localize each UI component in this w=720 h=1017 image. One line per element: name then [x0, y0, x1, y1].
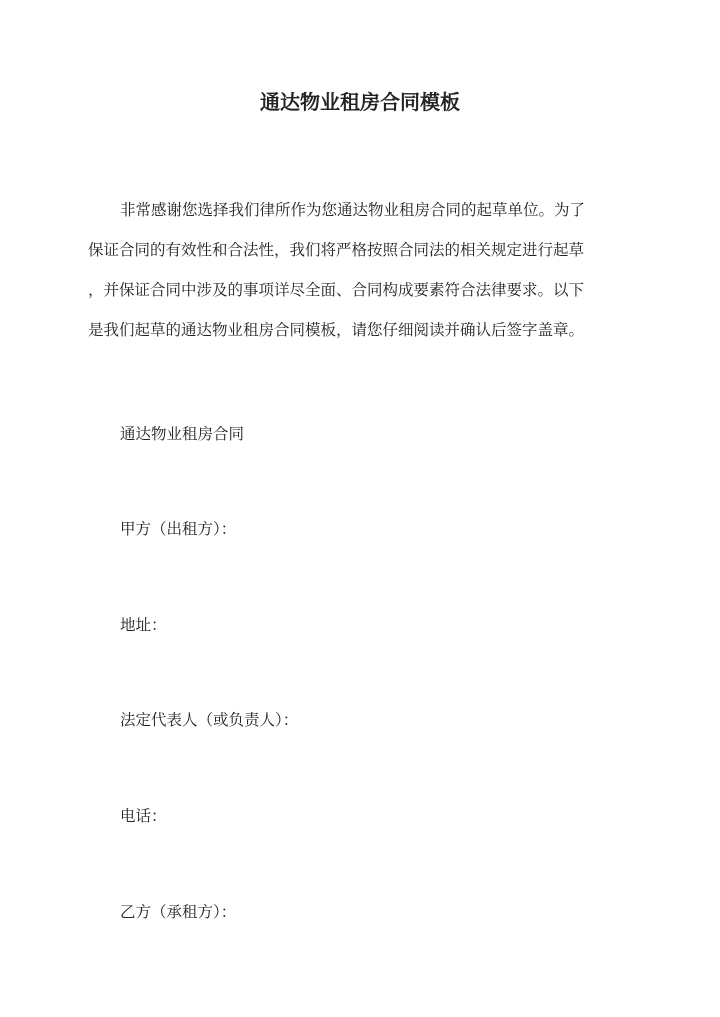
- intro-line-2: 保证合同的有效性和合法性，我们将严格按照合同法的相关规定进行起草: [88, 241, 585, 259]
- address-label: 地址：: [120, 616, 167, 634]
- document-title: 通达物业租房合同模板: [260, 90, 460, 114]
- intro-line-1: 非常感谢您选择我们律所作为您通达物业租房合同的起草单位。为了: [120, 201, 586, 219]
- party-b-label: 乙方（承租方）：: [120, 903, 237, 921]
- phone-label: 电话：: [120, 807, 167, 825]
- party-a-label: 甲方（出租方）：: [120, 520, 237, 538]
- legal-representative-label: 法定代表人（或负责人）：: [120, 711, 299, 729]
- contract-name: 通达物业租房合同: [120, 425, 245, 443]
- intro-line-3: ，并保证合同中涉及的事项详尽全面、合同构成要素符合法律要求。以下: [88, 281, 585, 299]
- intro-line-4: 是我们起草的通达物业租房合同模板，请您仔细阅读并确认后签字盖章。: [88, 321, 585, 339]
- intro-paragraph: [88, 190, 638, 350]
